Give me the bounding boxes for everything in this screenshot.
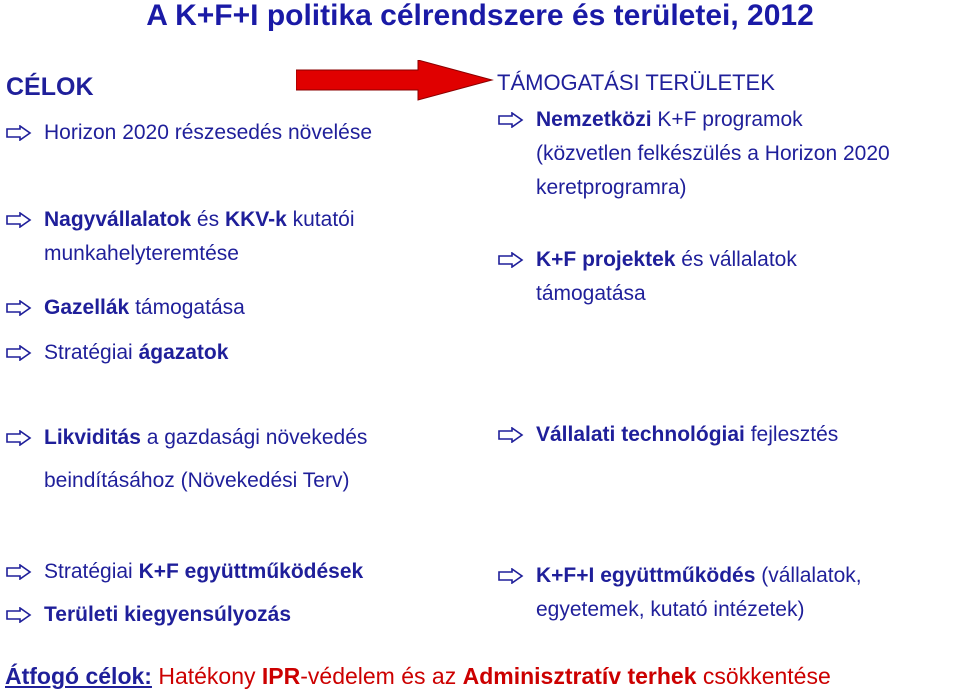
- page-title: A K+F+I politika célrendszere és területei, 2012: [146, 0, 814, 32]
- overall-goals-label: Átfogó célok:: [5, 663, 152, 689]
- likv-line-2: beindításához (Növekedési Terv): [44, 469, 350, 492]
- goal-teruleti: [6, 598, 291, 632]
- bullet-arrow-icon: [6, 125, 32, 141]
- nemz-line-3: keretprogramra): [536, 176, 687, 199]
- overall-goals: [5, 662, 831, 690]
- overall-text-1: Hatékony: [151, 663, 262, 689]
- bullet-arrow-icon: [6, 212, 32, 228]
- area-kf-projektek: [498, 243, 797, 311]
- nemz-text: K+F programok: [651, 108, 803, 131]
- proj-text: és vállalatok: [675, 248, 797, 271]
- tamogatasi-heading: TÁMOGATÁSI TERÜLETEK: [497, 70, 775, 95]
- area-nemzetkozi: [498, 103, 890, 205]
- bullet-arrow-icon: [498, 427, 524, 443]
- overall-bold-1: IPR: [261, 663, 301, 689]
- bullet-arrow-icon: [6, 345, 32, 361]
- bullet-arrow-icon: [6, 430, 32, 446]
- kf-text: Stratégiai: [44, 560, 139, 583]
- bullet-arrow-icon: [498, 112, 524, 128]
- nagyv-text-2: kutatói: [286, 208, 355, 231]
- area-vallalati: [498, 418, 838, 452]
- likv-text: a gazdasági növekedés: [140, 426, 368, 449]
- bullet-arrow-icon: [6, 607, 32, 623]
- strat-bold: ágazatok: [138, 341, 229, 364]
- nagyv-text-1: és: [191, 208, 225, 231]
- vall-text: fejlesztés: [744, 423, 839, 446]
- goal-kf-egyuttmukodes: [6, 555, 363, 589]
- nagyv-line-2: munkahelyteremtése: [44, 242, 239, 265]
- gazellak-text: támogatása: [129, 296, 245, 319]
- gazellak-bold: Gazellák: [44, 296, 130, 319]
- nagyv-bold-1: Nagyvállalatok: [44, 208, 192, 231]
- proj-line-2: támogatása: [536, 282, 646, 305]
- proj-bold: K+F projektek: [536, 248, 676, 271]
- overall-text-3: csökkentése: [696, 663, 831, 689]
- kfi-text: (vállalatok,: [755, 564, 862, 587]
- goal-nagyvallalatok: [6, 203, 355, 271]
- overall-text-2: -védelem és az: [300, 663, 463, 689]
- bullet-arrow-icon: [498, 252, 524, 268]
- goal-horizon: [6, 116, 372, 150]
- goal-strategiai: [6, 336, 228, 370]
- overall-bold-2: Adminisztratív terhek: [462, 663, 697, 689]
- nemz-bold: Nemzetközi: [536, 108, 652, 131]
- kfi-bold: K+F+I együttműködés: [536, 564, 756, 587]
- celok-heading: CÉLOK: [6, 73, 94, 101]
- right-arrow-icon: [296, 60, 496, 104]
- goal-likviditas: [6, 421, 367, 498]
- terul-bold: Területi kiegyensúlyozás: [44, 603, 292, 626]
- kf-bold: K+F együttműködések: [138, 560, 364, 583]
- vall-bold: Vállalati technológiai: [536, 423, 745, 446]
- nemz-line-2: (közvetlen felkészülés a Horizon 2020: [536, 142, 890, 165]
- kfi-line-2: egyetemek, kutató intézetek): [536, 598, 805, 621]
- goal-gazellak: [6, 291, 245, 325]
- bullet-arrow-icon: [498, 568, 524, 584]
- goal-horizon-text: Horizon 2020 részesedés növelése: [44, 121, 373, 144]
- strat-text: Stratégiai: [44, 341, 139, 364]
- area-kfi-egyuttmukodes: [498, 559, 862, 627]
- nagyv-bold-2: KKV-k: [224, 208, 287, 231]
- likv-bold: Likviditás: [44, 426, 141, 449]
- bullet-arrow-icon: [6, 300, 32, 316]
- bullet-arrow-icon: [6, 564, 32, 580]
